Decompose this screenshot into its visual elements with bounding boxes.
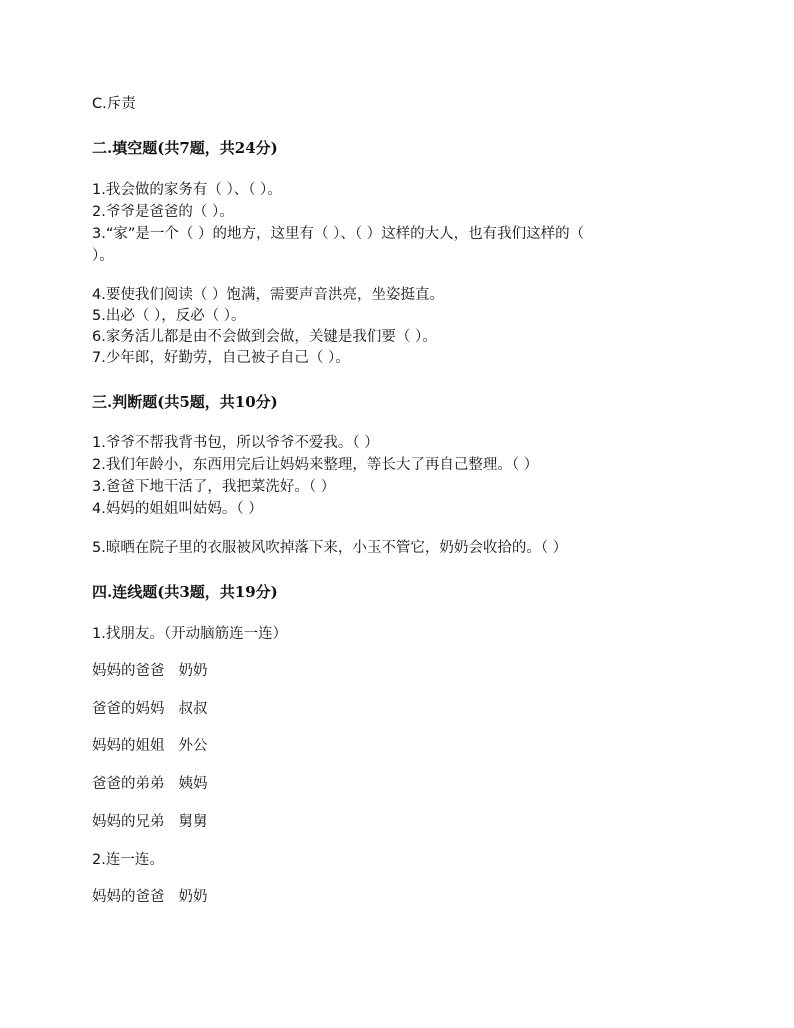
pair-right[interactable]: 奶奶 — [178, 889, 208, 905]
pair-right[interactable]: 奶奶 — [178, 663, 208, 679]
pair-right[interactable]: 外公 — [178, 738, 208, 754]
fill-blank-item-3: 3.“家”是一个（ ）的地方，这里有（ ）、（ ）这样的大人，也有我们这样的（ — [92, 226, 585, 242]
judge-item-3: 3.爸爸下地干活了，我把菜洗好。（ ） — [92, 479, 336, 495]
section-fill-blank-heading: 二.填空题(共7题，共24分) — [92, 139, 278, 157]
matching-pair-3 — [92, 737, 208, 755]
judge-item-1: 1.爷爷不帮我背书包，所以爷爷不爱我。（ ） — [92, 435, 379, 451]
pair-right[interactable]: 舅舅 — [178, 814, 208, 830]
pair-left[interactable]: 妈妈的爸爸 — [92, 663, 165, 679]
fill-blank-item-5: 5.出必（ ），反必（ ）。 — [92, 308, 246, 324]
matching-pair-4 — [92, 775, 208, 793]
fill-blank-item-7: 7.少年郎，好勤劳，自己被子自己（ ）。 — [92, 350, 350, 366]
judge-item-2: 2.我们年龄小，东西用完后让妈妈来整理，等长大了再自己整理。（ ） — [92, 457, 539, 473]
matching-question-2: 2.连一连。 — [92, 852, 164, 868]
fill-blank-item-4: 4.要使我们阅读（ ）饱满，需要声音洪亮，坐姿挺直。 — [92, 287, 444, 303]
matching-question-1: 1.找朋友。（开动脑筋连一连） — [92, 626, 288, 642]
fill-blank-item-1: 1.我会做的家务有（ ）、（ ）。 — [92, 182, 282, 198]
option-c: C.斥责 — [92, 96, 136, 112]
section-matching-heading: 四.连线题(共3题，共19分) — [92, 583, 278, 601]
matching-pair-5 — [92, 813, 208, 831]
pair-left[interactable]: 妈妈的爸爸 — [92, 889, 165, 905]
pair-left[interactable]: 妈妈的姐姐 — [92, 738, 165, 754]
pair-right[interactable]: 姨妈 — [178, 776, 208, 792]
pair-left[interactable]: 爸爸的妈妈 — [92, 701, 165, 717]
judge-item-4: 4.妈妈的姐姐叫姑妈。（ ） — [92, 501, 263, 517]
fill-blank-item-3-continued: ）。 — [92, 248, 114, 264]
judge-item-5: 5.晾晒在院子里的衣服被风吹掉落下来，小玉不管它，奶奶会收拾的。（ ） — [92, 540, 568, 556]
pair-left[interactable]: 妈妈的兄弟 — [92, 814, 165, 830]
pair-left[interactable]: 爸爸的弟弟 — [92, 776, 165, 792]
matching-pair-2 — [92, 700, 208, 718]
section-judge-heading: 三.判断题(共5题，共10分) — [92, 393, 278, 411]
pair-right[interactable]: 叔叔 — [178, 701, 208, 717]
matching2-pair-1 — [92, 888, 208, 906]
matching-pair-1 — [92, 662, 208, 680]
fill-blank-item-6: 6.家务活儿都是由不会做到会做，关键是我们要（ ）。 — [92, 329, 437, 345]
fill-blank-item-2: 2.爷爷是爸爸的（ ）。 — [92, 204, 234, 220]
